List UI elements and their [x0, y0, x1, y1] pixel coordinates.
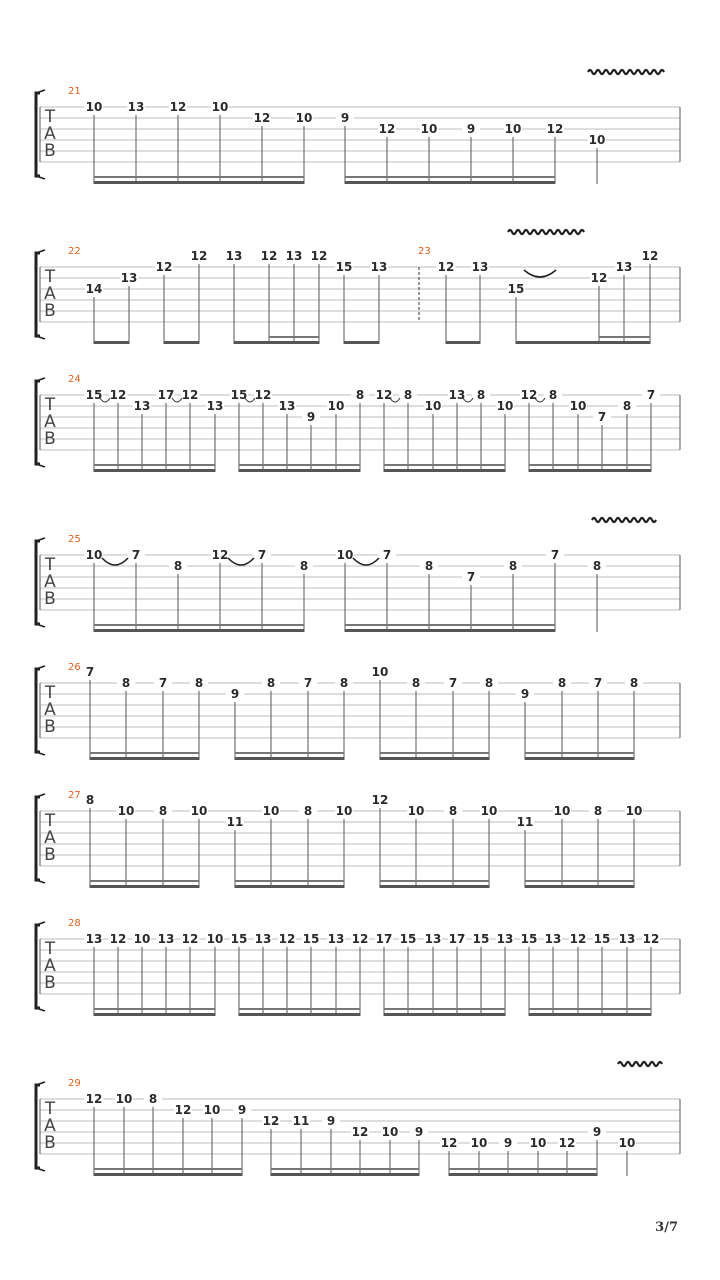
fret-number: 7 [257, 548, 267, 562]
fret-number: 12 [375, 388, 393, 402]
beam [380, 757, 489, 760]
fret-number: 10 [295, 111, 313, 125]
tab-clef-letter: B [44, 301, 56, 321]
fret-number: 8 [476, 388, 486, 402]
fret-number: 15 [230, 932, 248, 946]
fret-number: 17 [448, 932, 466, 946]
fret-number: 12 [253, 111, 271, 125]
fret-number: 12 [254, 388, 272, 402]
system-bracket [36, 925, 40, 1008]
beam [239, 1013, 360, 1016]
fret-number: 8 [85, 793, 95, 807]
fret-number: 9 [326, 1114, 336, 1128]
fret-number: 10 [371, 665, 389, 679]
fret-number: 10 [529, 1136, 547, 1150]
beam-secondary [235, 752, 344, 754]
fret-number: 15 [335, 260, 353, 274]
slur [353, 558, 379, 565]
fret-number: 8 [593, 804, 603, 818]
fret-number: 12 [642, 932, 660, 946]
fret-number: 10 [203, 1103, 221, 1117]
fret-number: 10 [424, 399, 442, 413]
measure-number: 21 [68, 86, 81, 97]
fret-number: 10 [480, 804, 498, 818]
tab-clef-letter: B [44, 973, 56, 993]
tab-system [36, 790, 680, 888]
beam [234, 341, 319, 344]
fret-number: 13 [278, 399, 296, 413]
vibrato-mark [592, 518, 656, 522]
fret-number: 10 [262, 804, 280, 818]
fret-number: 8 [424, 559, 434, 573]
fret-number: 10 [115, 1092, 133, 1106]
fret-number: 10 [336, 548, 354, 562]
fret-number: 8 [148, 1092, 158, 1106]
fret-number: 8 [121, 676, 131, 690]
fret-number: 9 [340, 111, 350, 125]
fret-number: 12 [371, 793, 389, 807]
fret-number: 13 [370, 260, 388, 274]
tab-system [36, 1062, 680, 1176]
fret-number: 8 [448, 804, 458, 818]
fret-number: 13 [327, 932, 345, 946]
fret-number: 10 [553, 804, 571, 818]
fret-number: 15 [472, 932, 490, 946]
beam [345, 629, 555, 632]
beam [525, 885, 634, 888]
measure-number: 23 [418, 246, 431, 257]
beam [235, 885, 344, 888]
fret-number: 12 [85, 1092, 103, 1106]
fret-number: 11 [226, 815, 244, 829]
fret-number: 10 [117, 804, 135, 818]
beam-secondary [90, 752, 199, 754]
beam [271, 1173, 419, 1176]
tab-clef-letter: B [44, 845, 56, 865]
beam-secondary [239, 1008, 360, 1010]
fret-number: 7 [466, 570, 476, 584]
fret-number: 7 [382, 548, 392, 562]
fret-number: 9 [237, 1103, 247, 1117]
fret-number: 7 [303, 676, 313, 690]
tab-clef-letter: B [44, 589, 56, 609]
fret-number: 9 [520, 687, 530, 701]
fret-number: 10 [588, 133, 606, 147]
fret-number: 8 [299, 559, 309, 573]
fret-number: 13 [133, 399, 151, 413]
beam-secondary [90, 880, 199, 882]
fret-number: 13 [225, 249, 243, 263]
fret-number: 17 [375, 932, 393, 946]
fret-number: 13 [544, 932, 562, 946]
fret-number: 10 [618, 1136, 636, 1150]
fret-number: 10 [470, 1136, 488, 1150]
tab-clef-letter: A [44, 124, 56, 144]
tab-clef-letter: A [44, 956, 56, 976]
fret-number: 13 [448, 388, 466, 402]
tab-clef-letter: T [44, 939, 56, 959]
fret-number: 8 [355, 388, 365, 402]
fret-number: 12 [211, 548, 229, 562]
fret-number: 8 [508, 559, 518, 573]
beam [449, 1173, 597, 1176]
fret-number: 15 [230, 388, 248, 402]
fret-number: 12 [558, 1136, 576, 1150]
beam-secondary [384, 1008, 505, 1010]
tab-clef-letter: T [44, 811, 56, 831]
tab-clef-letter: T [44, 395, 56, 415]
beam-secondary [529, 1008, 651, 1010]
fret-number: 12 [109, 388, 127, 402]
fret-number: 13 [85, 932, 103, 946]
beam-secondary [271, 1168, 419, 1170]
fret-number: 10 [496, 399, 514, 413]
fret-number: 10 [420, 122, 438, 136]
system-bracket [36, 93, 40, 176]
fret-number: 12 [569, 932, 587, 946]
fret-number: 12 [378, 122, 396, 136]
vibrato-mark [618, 1062, 662, 1066]
fret-number: 10 [133, 932, 151, 946]
slur [524, 270, 556, 277]
fret-number: 10 [569, 399, 587, 413]
measure-number: 29 [68, 1078, 81, 1089]
tab-clef-letter: A [44, 284, 56, 304]
beam-secondary [269, 336, 319, 338]
fret-number: 12 [351, 1125, 369, 1139]
fret-number: 10 [211, 100, 229, 114]
system-bracket [36, 1085, 40, 1168]
page-number: 3/7 [655, 1220, 678, 1235]
fret-number: 8 [629, 676, 639, 690]
beam-secondary [345, 624, 555, 626]
fret-number: 15 [399, 932, 417, 946]
beam [239, 469, 360, 472]
fret-number: 12 [169, 100, 187, 114]
fret-number: 7 [593, 676, 603, 690]
beam-secondary [345, 176, 555, 178]
fret-number: 15 [302, 932, 320, 946]
fret-number: 14 [85, 282, 103, 296]
measure-number: 27 [68, 790, 81, 801]
fret-number: 13 [424, 932, 442, 946]
beam [90, 885, 199, 888]
beam-secondary [380, 880, 489, 882]
tab-clef-letter: A [44, 700, 56, 720]
tab-system [36, 374, 680, 472]
fret-number: 12 [181, 388, 199, 402]
fret-number: 10 [190, 804, 208, 818]
tab-system [36, 230, 680, 344]
fret-number: 12 [181, 932, 199, 946]
beam [90, 757, 199, 760]
beam-secondary [94, 1008, 215, 1010]
beam-secondary [380, 752, 489, 754]
beam [94, 1013, 215, 1016]
fret-number: 10 [381, 1125, 399, 1139]
fret-number: 9 [414, 1125, 424, 1139]
tab-clef-letter: B [44, 717, 56, 737]
beam-secondary [384, 464, 505, 466]
fret-number: 9 [466, 122, 476, 136]
measure-number: 24 [68, 374, 81, 385]
vibrato-mark [508, 230, 584, 234]
fret-number: 9 [230, 687, 240, 701]
beam [94, 341, 129, 344]
fret-number: 12 [440, 1136, 458, 1150]
tab-clef-letter: T [44, 683, 56, 703]
beam [516, 341, 650, 344]
fret-number: 12 [262, 1114, 280, 1128]
fret-number: 13 [496, 932, 514, 946]
measure-number: 26 [68, 662, 81, 673]
beam [94, 469, 215, 472]
fret-number: 13 [254, 932, 272, 946]
fret-number: 15 [85, 388, 103, 402]
fret-number: 12 [351, 932, 369, 946]
system-bracket [36, 253, 40, 336]
fret-number: 15 [520, 932, 538, 946]
fret-number: 17 [157, 388, 175, 402]
fret-number: 11 [292, 1114, 310, 1128]
tab-clef-letter: A [44, 1116, 56, 1136]
fret-number: 13 [120, 271, 138, 285]
fret-number: 12 [310, 249, 328, 263]
fret-number: 12 [641, 249, 659, 263]
fret-number: 12 [546, 122, 564, 136]
measure-number: 22 [68, 246, 81, 257]
tab-clef-letter: T [44, 555, 56, 575]
fret-number: 13 [157, 932, 175, 946]
fret-number: 10 [625, 804, 643, 818]
fret-number: 9 [503, 1136, 513, 1150]
fret-number: 7 [85, 665, 95, 679]
fret-number: 12 [109, 932, 127, 946]
beam-secondary [94, 464, 215, 466]
beam [529, 469, 651, 472]
fret-number: 13 [471, 260, 489, 274]
beam [344, 341, 379, 344]
tab-clef-letter: A [44, 412, 56, 432]
beam-secondary [599, 336, 650, 338]
fret-number: 7 [131, 548, 141, 562]
fret-number: 10 [335, 804, 353, 818]
fret-number: 10 [407, 804, 425, 818]
vibrato-mark [588, 70, 664, 74]
fret-number: 7 [550, 548, 560, 562]
fret-number: 13 [615, 260, 633, 274]
fret-number: 9 [306, 410, 316, 424]
measure-number: 28 [68, 918, 81, 929]
beam-secondary [449, 1168, 597, 1170]
fret-number: 8 [403, 388, 413, 402]
fret-number: 7 [448, 676, 458, 690]
fret-number: 13 [127, 100, 145, 114]
tab-system [36, 918, 680, 1016]
beam-secondary [235, 880, 344, 882]
fret-number: 10 [85, 100, 103, 114]
tab-clef-letter: B [44, 1133, 56, 1153]
tab-system [36, 518, 680, 632]
fret-number: 13 [618, 932, 636, 946]
fret-number: 12 [437, 260, 455, 274]
beam [384, 469, 505, 472]
fret-number: 12 [520, 388, 538, 402]
tab-clef-letter: A [44, 828, 56, 848]
beam-secondary [529, 464, 651, 466]
measure-number: 25 [68, 534, 81, 545]
slur [228, 558, 254, 565]
fret-number: 7 [158, 676, 168, 690]
beam [94, 1173, 242, 1176]
fret-number: 8 [484, 676, 494, 690]
beam-secondary [239, 464, 360, 466]
fret-number: 15 [593, 932, 611, 946]
tab-system [36, 70, 680, 184]
fret-number: 12 [590, 271, 608, 285]
tab-clef-letter: T [44, 267, 56, 287]
beam [94, 181, 304, 184]
fret-number: 12 [190, 249, 208, 263]
fret-number: 8 [592, 559, 602, 573]
system-bracket [36, 797, 40, 880]
system-bracket [36, 541, 40, 624]
fret-number: 8 [411, 676, 421, 690]
beam-secondary [94, 1168, 242, 1170]
system-bracket [36, 381, 40, 464]
fret-number: 12 [278, 932, 296, 946]
fret-number: 12 [155, 260, 173, 274]
beam-secondary [94, 624, 304, 626]
fret-number: 8 [173, 559, 183, 573]
fret-number: 13 [206, 399, 224, 413]
beam [525, 757, 634, 760]
fret-number: 8 [303, 804, 313, 818]
fret-number: 12 [174, 1103, 192, 1117]
fret-number: 10 [85, 548, 103, 562]
fret-number: 11 [516, 815, 534, 829]
beam [446, 341, 480, 344]
fret-number: 10 [206, 932, 224, 946]
slur [102, 558, 128, 565]
fret-number: 8 [622, 399, 632, 413]
beam-secondary [525, 752, 634, 754]
tab-system [36, 662, 680, 760]
fret-number: 8 [266, 676, 276, 690]
fret-number: 9 [592, 1125, 602, 1139]
tab-clef-letter: T [44, 107, 56, 127]
beam-secondary [525, 880, 634, 882]
beam [235, 757, 344, 760]
fret-number: 8 [158, 804, 168, 818]
fret-number: 15 [507, 282, 525, 296]
fret-number: 10 [504, 122, 522, 136]
fret-number: 8 [339, 676, 349, 690]
fret-number: 7 [597, 410, 607, 424]
fret-number: 8 [548, 388, 558, 402]
beam [345, 181, 555, 184]
tab-clef-letter: A [44, 572, 56, 592]
fret-number: 10 [327, 399, 345, 413]
tab-clef-letter: B [44, 141, 56, 161]
beam [94, 629, 304, 632]
beam-secondary [94, 176, 304, 178]
fret-number: 7 [646, 388, 656, 402]
beam [384, 1013, 505, 1016]
tab-clef-letter: T [44, 1099, 56, 1119]
fret-number: 13 [285, 249, 303, 263]
system-bracket [36, 669, 40, 752]
beam [164, 341, 199, 344]
beam [380, 885, 489, 888]
tab-clef-letter: B [44, 429, 56, 449]
fret-number: 8 [557, 676, 567, 690]
fret-number: 8 [194, 676, 204, 690]
beam [529, 1013, 651, 1016]
fret-number: 12 [260, 249, 278, 263]
